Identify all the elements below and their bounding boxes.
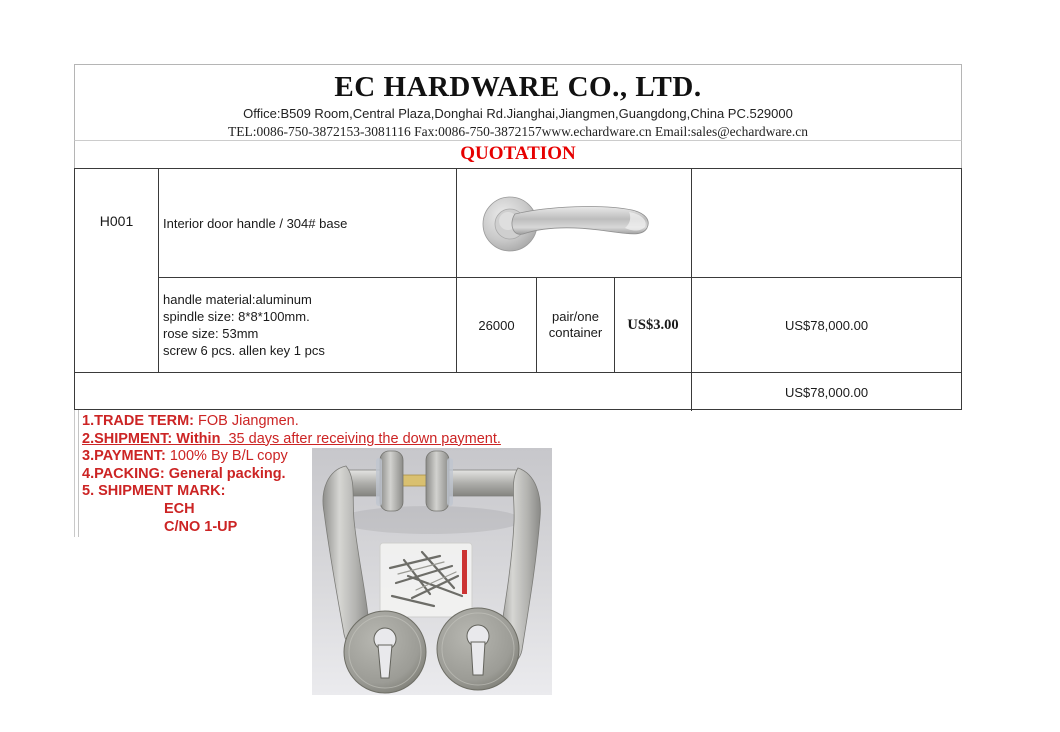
total-row-empty-cell (75, 373, 692, 411)
term-shipment-mark (82, 483, 501, 501)
term-shipment-text: 35 days after receiving the down payment. (220, 430, 501, 447)
term-trade-label: 1.TRADE TERM: (82, 413, 194, 429)
term-shipment-mark-label: 5. SHIPMENT MARK: (82, 483, 226, 500)
item-name: Interior door handle / 304# base (163, 215, 348, 231)
bag-tear-strip (462, 550, 467, 594)
company-name: EC HARDWARE CO., LTD. (334, 71, 702, 103)
spec-rose: rose size: 53mm (163, 326, 259, 341)
term-payment (82, 448, 501, 466)
item-code: H001 (99, 213, 134, 229)
term-shipment-label: 2.SHIPMENT: Within (82, 430, 221, 447)
quantity-cell: 26000 (457, 278, 537, 373)
total-amount-cell: US$78,000.00 (784, 384, 869, 400)
unit-cell: pair/one container (537, 278, 615, 373)
term-payment-text: 100% By B/L copy (165, 448, 288, 465)
row1-amount-cell-empty (692, 169, 961, 278)
quote-table (74, 168, 962, 410)
spec-material: handle material:aluminum (163, 292, 312, 307)
terms-left-rule (78, 410, 79, 537)
term-packing (82, 466, 501, 484)
escutcheon-left (344, 611, 426, 693)
amount-cell: US$78,000.00 (692, 278, 961, 373)
escutcheon-right (437, 608, 519, 690)
term-packing-label: 4.PACKING: General packing. (82, 465, 286, 482)
term-payment-label: 3.PAYMENT: (82, 448, 166, 465)
terms-list (82, 413, 501, 536)
doc-title: QUOTATION (460, 143, 576, 164)
company-contact: TEL:0086-750-3872153-3081116 Fax:0086-750-3872157www.echardware.cn Email:sales@echardware.cn (227, 124, 808, 139)
term-trade-text: FOB Jiangmen. (193, 413, 299, 429)
item-code-cell (75, 169, 159, 373)
company-header (74, 64, 962, 140)
term-trade (82, 413, 501, 431)
door-handle-photo (479, 182, 669, 264)
quotation-title-band (74, 140, 962, 168)
company-address: Office:B509 Room,Central Plaza,Donghai Rd.Jianghai,Jiangmen,Guangdong,China PC.529000 (243, 106, 793, 121)
shipment-mark-line1: ECH (164, 500, 195, 517)
item-specs-cell (159, 278, 457, 373)
screw-bag (380, 543, 472, 617)
spec-screws: screw 6 pcs. allen key 1 pcs (163, 343, 325, 358)
item-name-cell (159, 169, 457, 278)
product-image-cell (457, 169, 692, 278)
shipment-mark-line2: C/NO 1-UP (164, 518, 238, 535)
spec-spindle: spindle size: 8*8*100mm. (163, 309, 310, 324)
term-shipment (82, 431, 501, 449)
unit-price-cell: US$3.00 (615, 278, 692, 373)
